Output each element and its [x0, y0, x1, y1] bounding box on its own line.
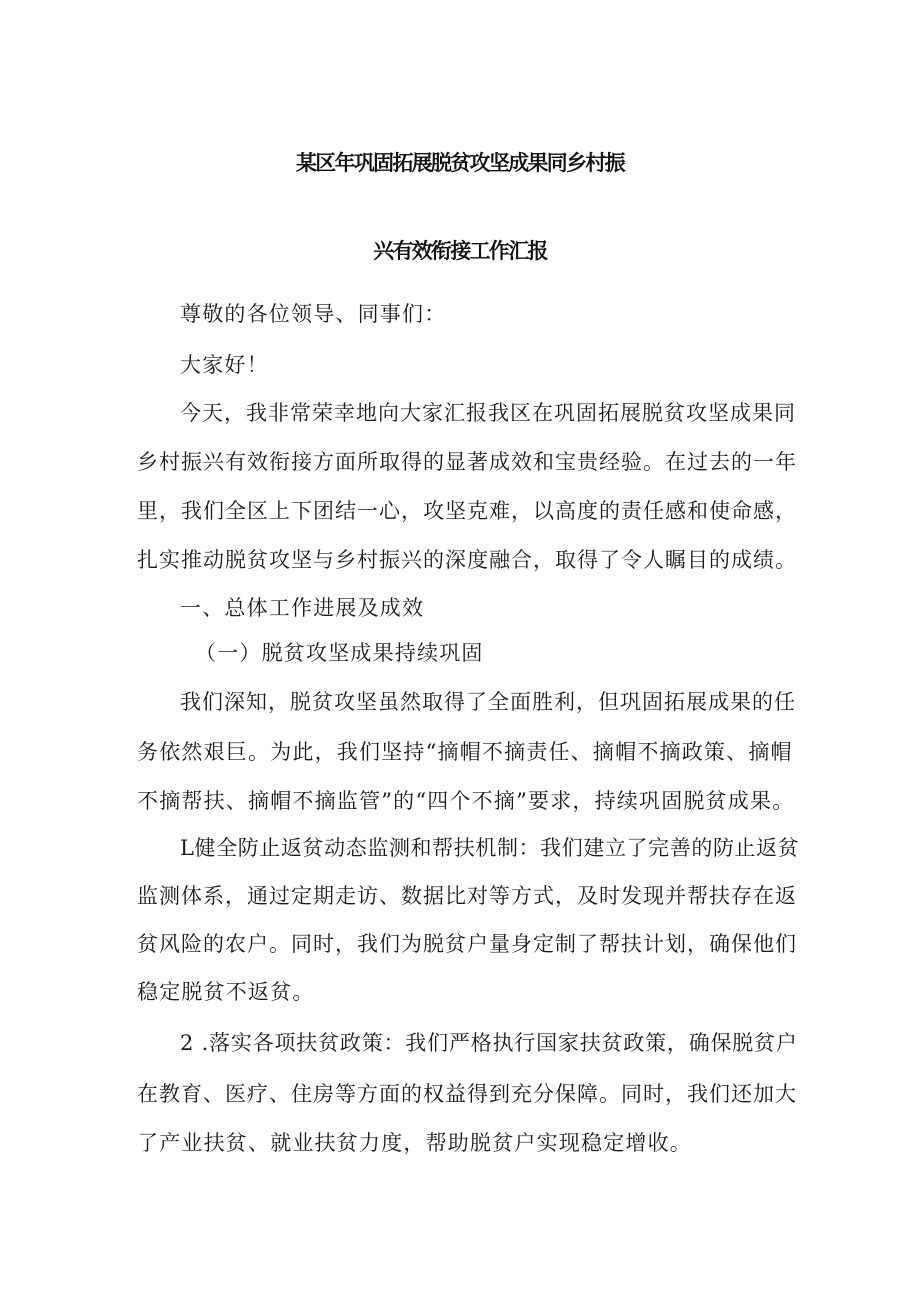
document-title-line-1: 某区年巩固拓展脱贫攻坚成果同乡村振	[296, 151, 624, 175]
subsection-heading: （一）脱贫攻坚成果持续巩固	[195, 641, 484, 665]
paragraph-line: 我们深知，脱贫攻坚虽然取得了全面胜利，但巩固拓展成果的任	[180, 690, 796, 714]
greeting: 大家好！	[180, 353, 269, 377]
section-heading: 一、总体工作进展及成效	[180, 596, 425, 620]
intro-line: 扎实推动脱贫攻坚与乡村振兴的深度融合，取得了令人瞩目的成绩。	[137, 548, 797, 572]
paragraph-line: 不摘帮扶、摘帽不摘监管”的“四个不摘”要求，持续巩固脱贫成果。	[137, 789, 795, 813]
list-item-line: 稳定脱贫不返贫。	[137, 980, 315, 1004]
list-item-line: 2 .落实各项扶贫政策：我们严格执行国家扶贫政策，确保脱贫户	[180, 1031, 798, 1055]
intro-line: 今天，我非常荣幸地向大家汇报我区在巩固拓展脱贫攻坚成果同	[180, 401, 796, 425]
list-item-line: 了产业扶贫、就业扶贫力度，帮助脱贫户实现稳定增收。	[137, 1131, 692, 1155]
paragraph-line: 务依然艰巨。为此，我们坚持“摘帽不摘责任、摘帽不摘政策、摘帽	[137, 740, 793, 764]
list-item-line: L健全防止返贫动态监测和帮扶机制：我们建立了完善的防止返贫	[180, 836, 800, 860]
intro-line: 里，我们全区上下团结一心，攻坚克难，以高度的责任感和使命感，	[137, 499, 797, 523]
list-item-line: 在教育、医疗、住房等方面的权益得到充分保障。同时，我们还加大	[137, 1082, 797, 1106]
intro-line: 乡村振兴有效衔接方面所取得的显著成效和宝贵经验。在过去的一年	[137, 450, 797, 474]
list-item-line: 监测体系，通过定期走访、数据比对等方式，及时发现并帮扶存在返	[137, 884, 797, 908]
document-title-line-2: 兴有效衔接工作汇报	[373, 239, 547, 263]
salutation: 尊敬的各位领导、同事们：	[180, 302, 447, 326]
list-item-line: 贫风险的农户。同时，我们为脱贫户量身定制了帮扶计划，确保他们	[137, 932, 797, 956]
